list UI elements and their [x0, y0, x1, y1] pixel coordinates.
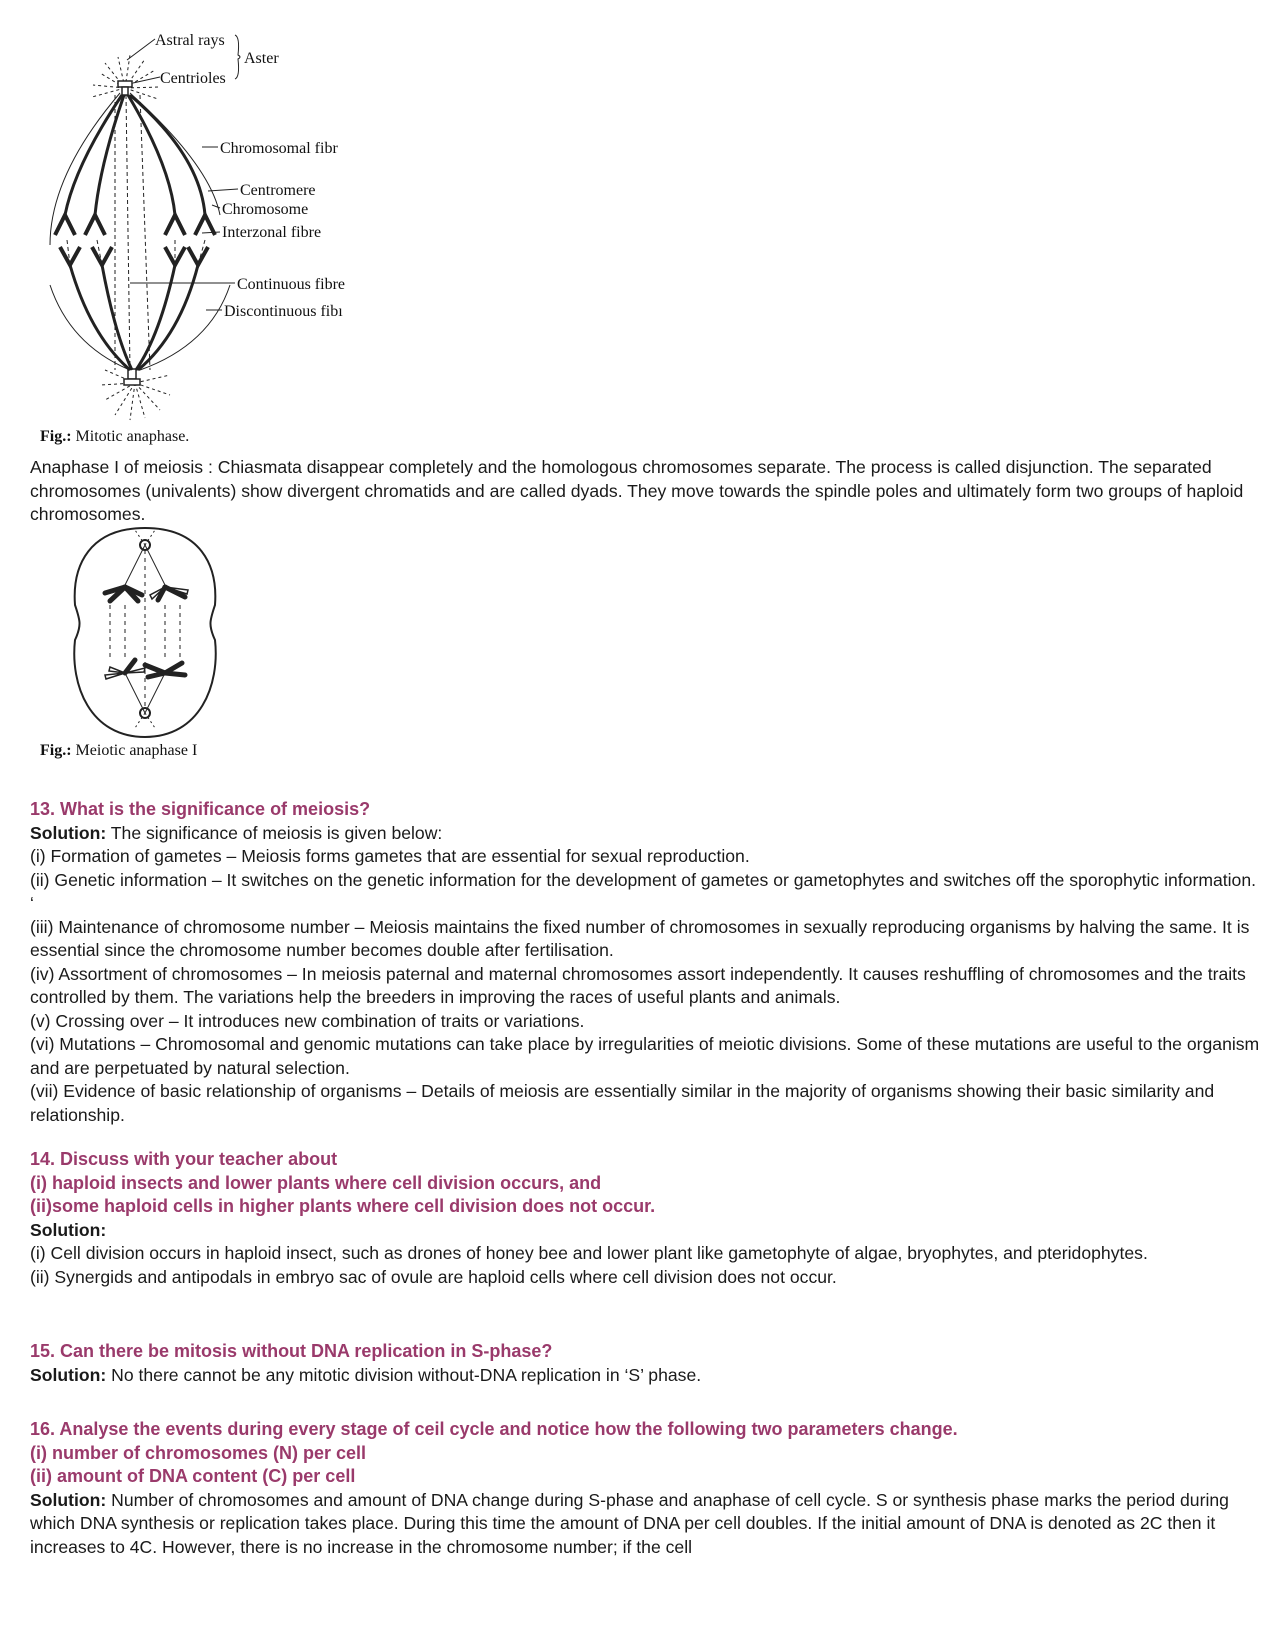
label-centrioles: Centrioles [160, 70, 226, 87]
question-16-title-1: 16. Analyse the events during every stage of ceil cycle and notice how the following two parameters change. [30, 1419, 958, 1439]
question-16-title-2: (i) number of chromosomes (N) per cell [30, 1442, 367, 1463]
question-15-title: 15. Can there be mitosis without DNA replication in S-phase? [30, 1341, 553, 1361]
q13-point-5: (v) Crossing over – It introduces new combination of traits or variations. [30, 1010, 585, 1031]
question-13 [30, 798, 1260, 1127]
figure2-caption-text: Meiotic anaphase I [71, 742, 198, 759]
figure2-caption-prefix: Fig.: [40, 742, 72, 759]
question-15-solution [30, 1364, 1260, 1388]
figure1-caption-text: Mitotic anaphase. [71, 428, 190, 445]
question-14-title-2: (i) haploid insects and lower plants where cell division occurs, and [30, 1172, 602, 1193]
label-interzonal-fibre: Interzonal fibre [222, 224, 322, 241]
q13-point-7: (vii) Evidence of basic relationship of organisms – Details of meiosis are essentially similar in the majority of organisms showing their basic similarity and relationship. [30, 1081, 1215, 1125]
solution-label: Solution: [30, 1364, 107, 1385]
solution-label: Solution: [30, 1489, 107, 1510]
q13-point-4: (iv) Assortment of chromosomes – In meiosis paternal and maternal chromosomes assort independently. It causes reshuffling of chromosomes and the traits controlled by them. The variations help the breeders in improving the races of useful plants and animals. [30, 963, 1246, 1007]
label-aster: Aster [244, 50, 279, 67]
anaphase-paragraph: Anaphase I of meiosis : Chiasmata disappear completely and the homologous chromosomes separate. The process is called disjunction. The separated chromosomes (univalents) show divergent chromatids and are called dyads. They move towards the spindle poles and ultimately form two groups of haploid chromosomes. [30, 457, 1244, 524]
question-16-solution [30, 1489, 1260, 1560]
solution-intro: The significance of meiosis is given below: [106, 822, 443, 843]
meiotic-anaphase-figure [70, 525, 230, 740]
question-13-title: 13. What is the significance of meiosis? [30, 799, 371, 819]
figure2-caption [40, 742, 197, 760]
label-centromere: Centromere [240, 182, 316, 199]
q14-point-1: (i) Cell division occurs in haploid insect, such as drones of honey bee and lower plant like gametophyte of algae, bryophytes, and pteridophytes. [30, 1243, 1148, 1263]
question-16 [30, 1418, 1260, 1559]
question-15 [30, 1340, 1260, 1387]
solution-text: Number of chromosomes and amount of DNA change during S-phase and anaphase of cell cycle. S or synthesis phase marks the period during which DNA synthesis or replication takes place. During this time the amount of DNA per cell doubles. If the initial amount of DNA is denoted as 2C then it increases to 4C. However, there is no increase in the chromosome number; if the cell [30, 1489, 1229, 1557]
solution-text: No there cannot be any mitotic division without-DNA replication in ‘S’ phase. [106, 1364, 702, 1385]
question-14-title-3: (ii)some haploid cells in higher plants where cell division does not occur. [30, 1196, 656, 1216]
label-chromosomal-fibre: Chromosomal fibr [220, 140, 338, 157]
question-13-solution [30, 822, 1260, 846]
question-14-title-1: 14. Discuss with your teacher about [30, 1149, 338, 1169]
figure1-caption-prefix: Fig.: [40, 428, 72, 445]
solution-label: Solution: [30, 822, 107, 843]
q14-point-2: (ii) Synergids and antipodals in embryo sac of ovule are haploid cells where cell division does not occur. [30, 1266, 837, 1287]
label-astral-rays: Astral rays [155, 32, 225, 49]
label-chromosome: Chromosome [222, 201, 309, 218]
question-14 [30, 1148, 1260, 1289]
q13-point-1: (i) Formation of gametes – Meiosis forms gametes that are essential for sexual reproduction. [30, 846, 750, 866]
question-14-solution-label: Solution: [30, 1219, 107, 1240]
label-continuous-fibre: Continuous fibre [237, 276, 345, 293]
label-discontinuous-fibre: Discontinuous fibı [224, 303, 343, 320]
figure1-caption [40, 428, 189, 446]
q13-point-6: (vi) Mutations – Chromosomal and genomic mutations can take place by irregularities of meiotic divisions. Some of these mutations are useful to the organism and are perpetuated by natural selection. [30, 1034, 1260, 1078]
question-16-title-3: (ii) amount of DNA content (C) per cell [30, 1466, 356, 1486]
q13-point-3: (iii) Maintenance of chromosome number – Meiosis maintains the fixed number of chromosomes in sexually reproducing organisms by halving the same. It is essential since the chromosome number becomes double after fertilisation. [30, 916, 1250, 960]
mitotic-anaphase-figure [30, 25, 380, 435]
q13-point-2: (ii) Genetic information – It switches on the genetic information for the development of gametes or gametophytes and switches off the sporophytic information. ‘ [30, 869, 1257, 913]
